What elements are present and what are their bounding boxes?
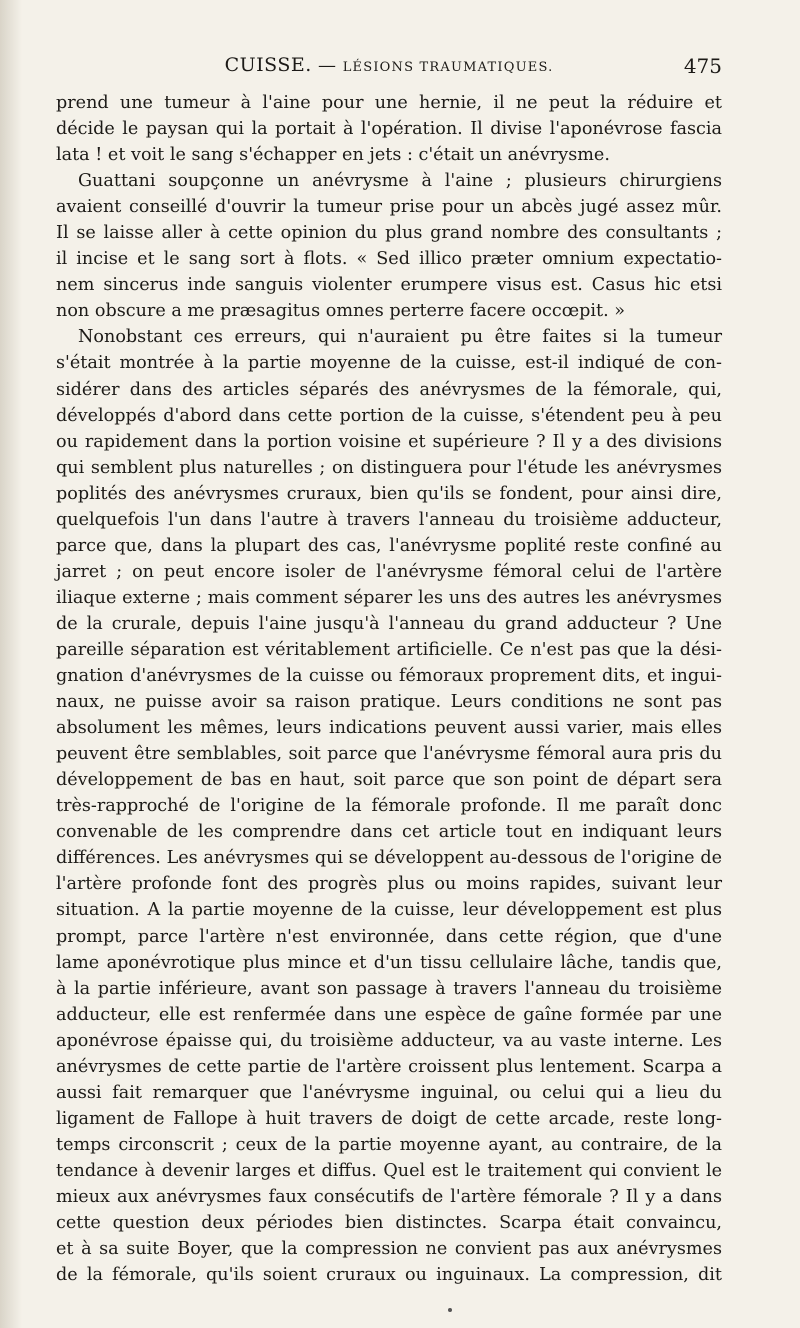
text-line: ligament de Fallope à huit travers de doigt de cette arcade, reste long- (56, 1108, 722, 1129)
text-line: il incise et le sang sort à flots. « Sed illico præter omnium expectatio- (56, 249, 722, 270)
running-head (56, 54, 722, 76)
text-line: prompt, parce l'artère n'est environnée, dans cette région, que d'une (56, 926, 722, 947)
text-line: peuvent être semblables, soit parce que l'anévrysme fémoral aura pris du (56, 744, 722, 765)
text-line: cette question deux périodes bien distinctes. Scarpa était convaincu, (56, 1213, 722, 1234)
text-line: adducteur, elle est renfermée dans une espèce de gaîne formée par une (56, 1004, 722, 1025)
text-line: prend une tumeur à l'aine pour une hernie, il ne peut la réduire et (56, 93, 722, 113)
text-line: aponévrose épaisse qui, du troisième adducteur, va au vaste interne. Les (56, 1030, 722, 1051)
text-line: situation. A la partie moyenne de la cuisse, leur développement est plus (56, 900, 722, 921)
text-line: iliaque externe ; mais comment séparer les uns des autres les anévrysmes (56, 587, 722, 608)
text-line: développement de bas en haut, soit parce que son point de départ sera (56, 770, 722, 791)
text-line: de la fémorale, qu'ils soient cruraux ou inguinaux. La compression, dit (56, 1265, 722, 1286)
text-line: absolument les mêmes, leurs indications peuvent aussi varier, mais elles (56, 718, 722, 739)
text-line: et à sa suite Boyer, que la compression ne convient pas aux anévrysmes (56, 1239, 722, 1260)
text-line: aussi fait remarquer que l'anévrysme inguinal, ou celui qui a lieu du (56, 1082, 722, 1103)
text-line: s'était montrée à la partie moyenne de la cuisse, est-il indiqué de con- (56, 353, 722, 374)
text-line: Il se laisse aller à cette opinion du plus grand nombre des consultants ; (56, 223, 722, 244)
page-speck-mark (448, 1308, 452, 1312)
text-line: poplités des anévrysmes cruraux, bien qu'ils se fondent, pour ainsi dire, (56, 483, 722, 504)
text-line: de la crurale, depuis l'aine jusqu'à l'anneau du grand adducteur ? Une (56, 613, 722, 634)
text-line: décide le paysan qui la portait à l'opération. Il divise l'aponévrose fascia (56, 119, 722, 140)
text-line: qui semblent plus naturelles ; on distinguera pour l'étude les anévrysmes (56, 457, 722, 478)
text-line: convenable de les comprendre dans cet article tout en indiquant leurs (56, 822, 722, 843)
text-line: anévrysmes de cette partie de l'artère croissent plus lentement. Scarpa a (56, 1056, 722, 1077)
page-number: 475 (683, 54, 722, 78)
text-line: nem sincerus inde sanguis violenter erumpere visus est. Casus hic etsi (56, 275, 722, 296)
text-line: temps circonscrit ; ceux de la partie moyenne ayant, au contraire, de la (56, 1134, 722, 1155)
running-head-sub: LÉSIONS TRAUMATIQUES. (342, 60, 554, 75)
text-line: tendance à devenir larges et diffus. Quel est le traitement qui convient le (56, 1160, 722, 1181)
text-line: non obscure a me præsagitus omnes perterre facere occœpit. » (56, 301, 626, 322)
text-line: quelquefois l'un dans l'autre à travers l'anneau du troisième adducteur, (56, 509, 722, 530)
page-gutter-shadow (0, 0, 22, 1328)
text-line: sidérer dans des articles séparés des anévrysmes de la fémorale, qui, (56, 379, 722, 400)
text-line: mieux aux anévrysmes faux consécutifs de l'artère fémorale ? Il y a dans (56, 1186, 722, 1207)
text-line: ou rapidement dans la portion voisine et supérieure ? Il y a des divisions (56, 431, 722, 452)
text-line: développés d'abord dans cette portion de la cuisse, s'étendent peu à peu (56, 405, 722, 426)
page-header (56, 54, 722, 84)
text-line: pareille séparation est véritablement artificielle. Ce n'est pas que la dési- (56, 639, 722, 660)
text-line: différences. Les anévrysmes qui se développent au-dessous de l'origine de (56, 848, 722, 869)
running-head-separator: — (311, 55, 343, 76)
text-line: lata ! et voit le sang s'échapper en jets : c'était un anévrysme. (56, 145, 610, 166)
text-line: très-rapproché de l'origine de la fémorale profonde. Il me paraît donc (56, 796, 722, 817)
text-line: naux, ne puisse avoir sa raison pratique. Leurs conditions ne sont pas (56, 692, 722, 713)
body-text (56, 90, 722, 1288)
text-line: à la partie inférieure, avant son passage à travers l'anneau du troisième (56, 978, 722, 999)
text-line: gnation d'anévrysmes de la cuisse ou fémoraux proprement dits, et ingui- (56, 666, 722, 687)
text-line: parce que, dans la plupart des cas, l'anévrysme poplité reste confiné au (56, 535, 722, 556)
text-line: jarret ; on peut encore isoler de l'anévrysme fémoral celui de l'artère (56, 561, 722, 582)
text-line: Guattani soupçonne un anévrysme à l'aine ; plusieurs chirurgiens (78, 171, 722, 192)
text-line: l'artère profonde font des progrès plus ou moins rapides, suivant leur (56, 874, 722, 895)
running-head-main: CUISSE. (224, 54, 312, 76)
text-line: avaient conseillé d'ouvrir la tumeur prise pour un abcès jugé assez mûr. (56, 197, 722, 218)
text-line: lame aponévrotique plus mince et d'un tissu cellulaire lâche, tandis que, (56, 952, 722, 973)
text-line: Nonobstant ces erreurs, qui n'auraient pu être faites si la tumeur (78, 327, 722, 348)
